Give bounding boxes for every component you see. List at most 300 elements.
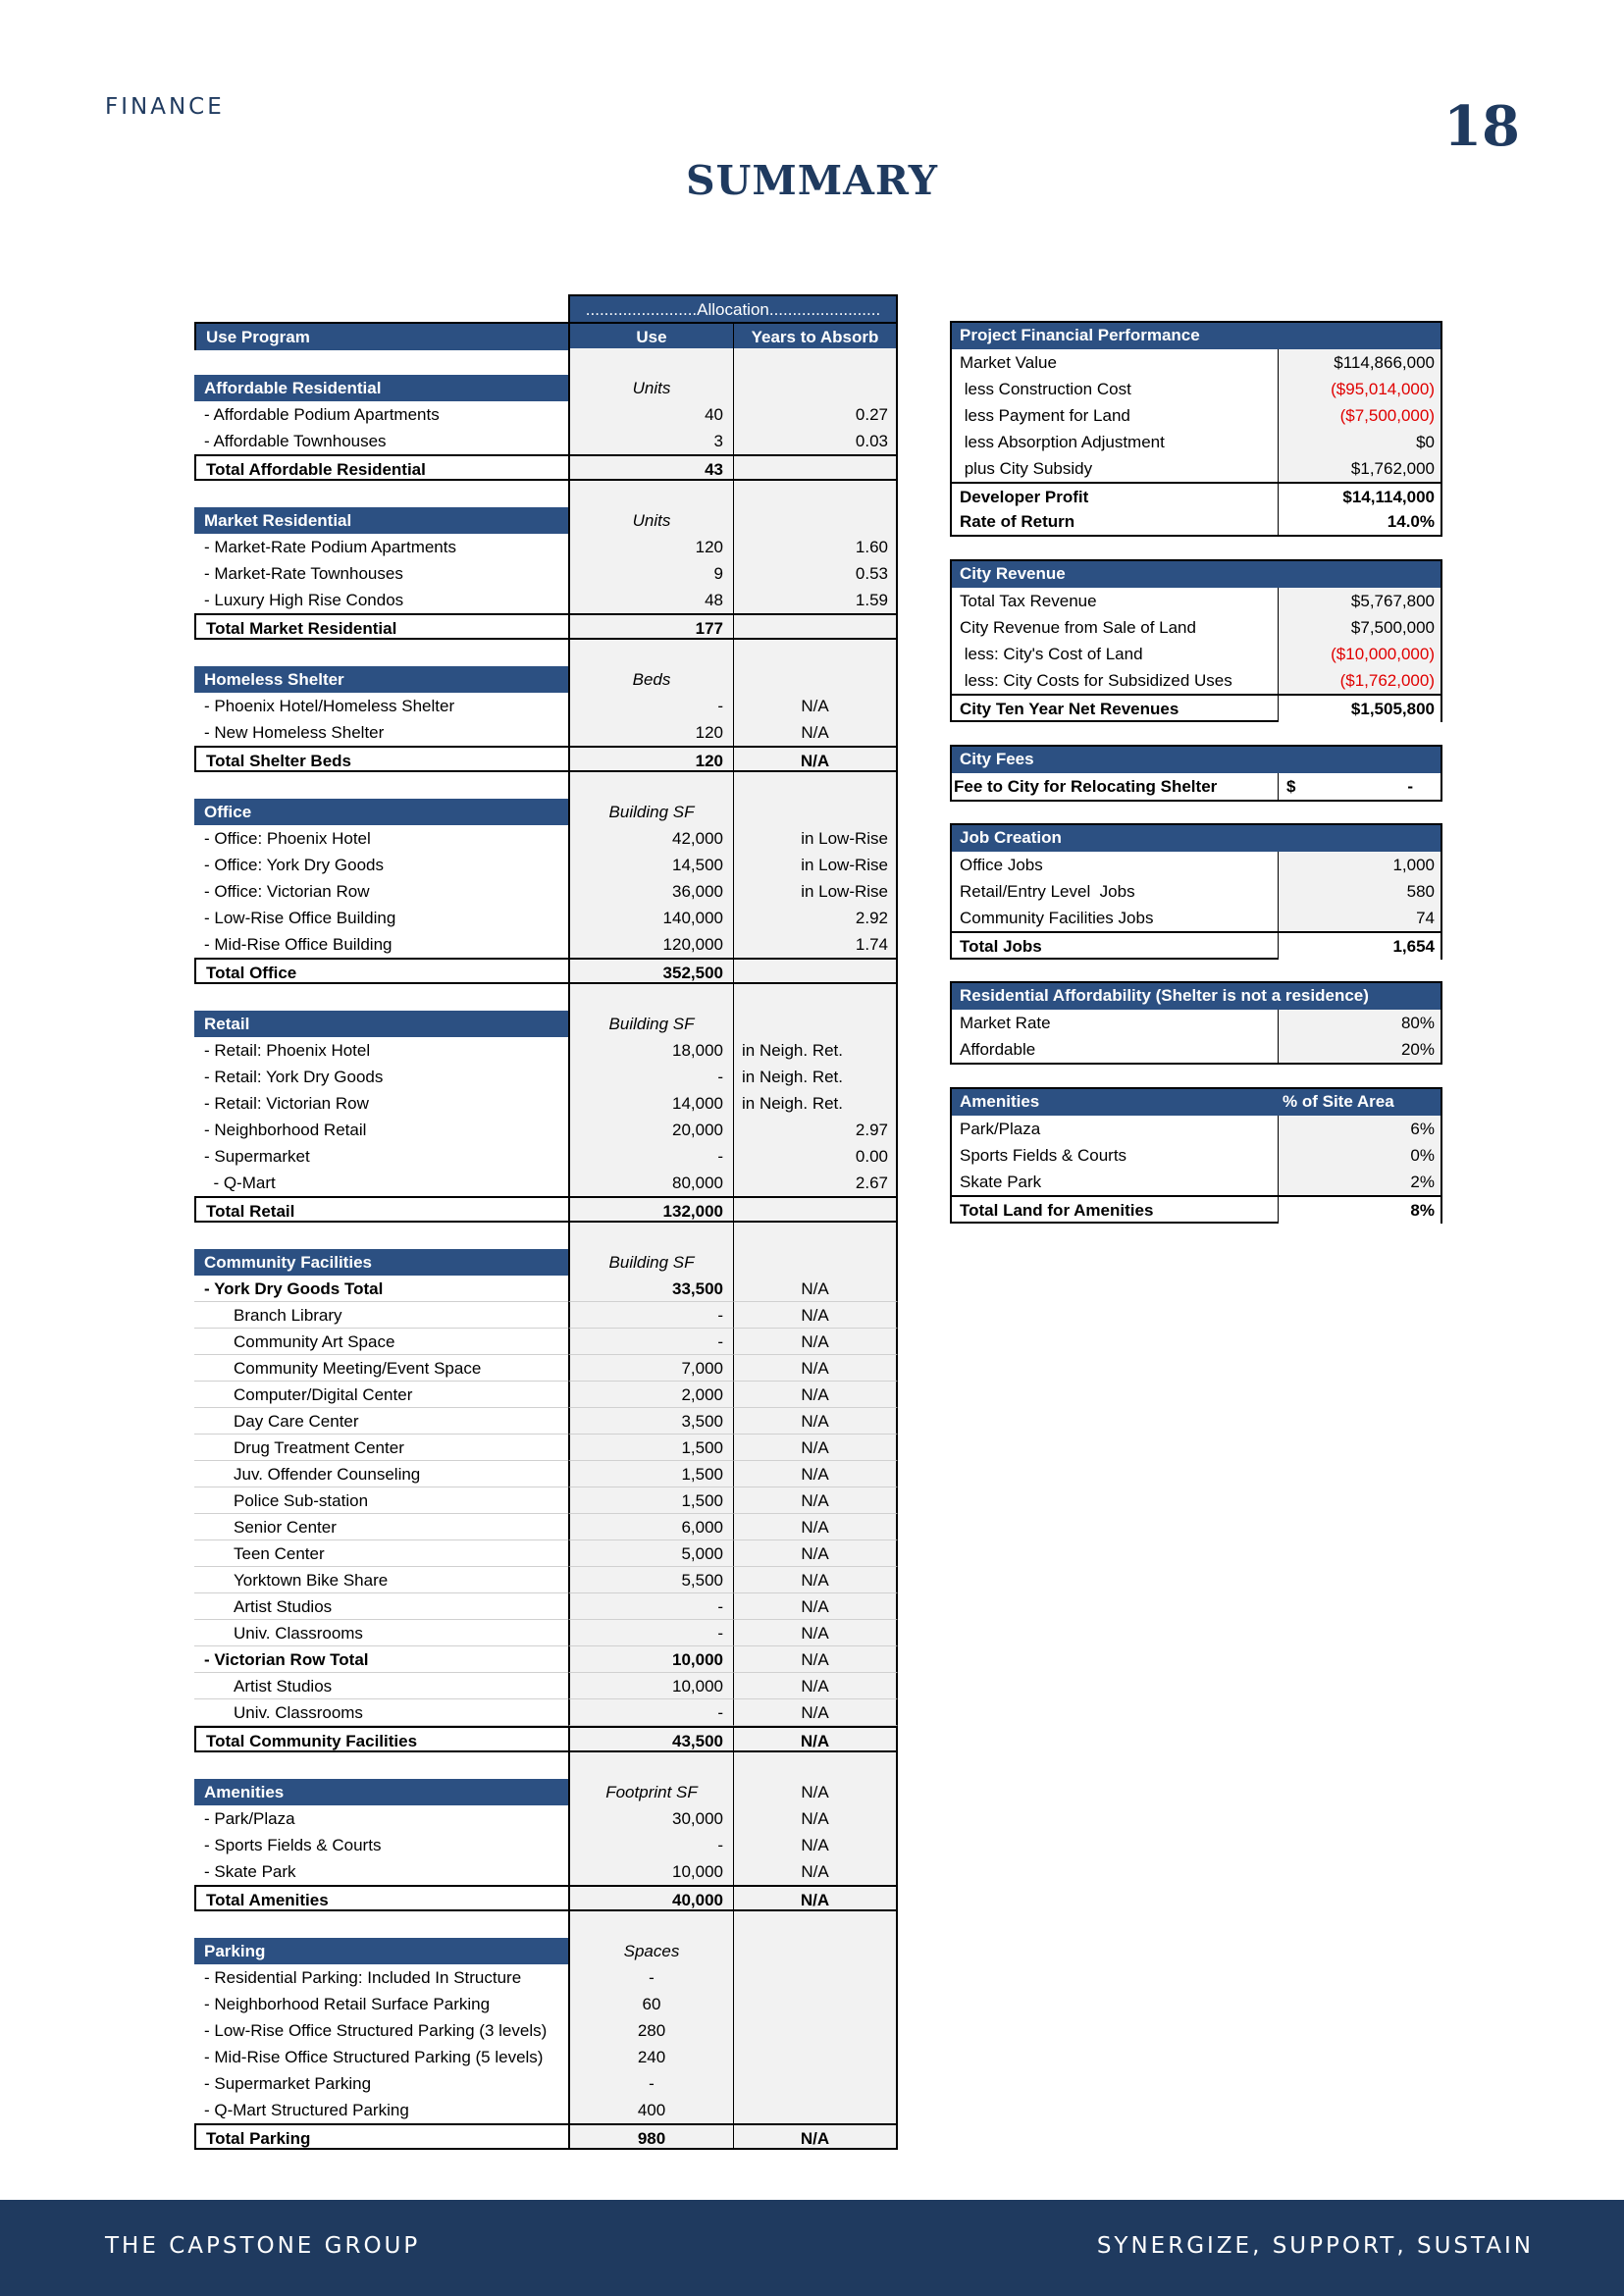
panel-row-value: 14.0% (1278, 508, 1441, 535)
use-value: 1,500 (568, 1461, 733, 1487)
years-value: 0.53 (733, 560, 898, 587)
table-row (194, 1858, 898, 1885)
summary-panel (950, 321, 1442, 537)
panel-title (952, 747, 1441, 773)
group-label: Office (194, 799, 568, 825)
use-value: - (568, 1620, 733, 1646)
spacer-row (194, 348, 898, 375)
panel-total-row (952, 694, 1441, 720)
spacer-cell (194, 1911, 568, 1938)
table-row (194, 1964, 898, 1991)
row-label: Total Market Residential (194, 613, 568, 640)
years-value: 1.60 (733, 534, 898, 560)
panel-row-value: 0% (1278, 1142, 1441, 1169)
panel-row-value: 20% (1278, 1036, 1441, 1063)
table-row (194, 587, 898, 613)
panel-row (952, 1116, 1441, 1142)
row-label: - Supermarket Parking (204, 2074, 372, 2093)
table-row (194, 1487, 898, 1514)
use-value: 240 (568, 2044, 733, 2070)
total-row (194, 454, 898, 481)
spacer-cell (568, 984, 733, 1011)
panel-row-label: City Ten Year Net Revenues (960, 700, 1179, 718)
group-years (733, 1938, 898, 1964)
group-unit: Units (568, 507, 733, 534)
group-label: Parking (194, 1938, 568, 1964)
row-label: - New Homeless Shelter (204, 723, 385, 742)
row-label: - Market-Rate Townhouses (204, 564, 403, 583)
years-value: N/A (733, 1593, 898, 1620)
group-label: Homeless Shelter (194, 666, 568, 693)
table-row (194, 560, 898, 587)
years-value: N/A (733, 1620, 898, 1646)
table-row (194, 2070, 898, 2097)
row-label: Total Shelter Beds (194, 746, 568, 772)
panel-row-value: $7,500,000 (1278, 614, 1441, 641)
row-label: Police Sub-station (194, 1487, 568, 1514)
panel-title-text: Job Creation (960, 828, 1062, 847)
panel-row-value: ($10,000,000) (1278, 641, 1441, 667)
spacer-cell (733, 1752, 898, 1779)
row-label: - Skate Park (204, 1862, 296, 1881)
panel-row-label: less: City Costs for Subsidized Uses (960, 671, 1232, 690)
years-value (733, 2044, 898, 2070)
row-label: - Phoenix Hotel/Homeless Shelter (204, 697, 455, 715)
use-value: 80,000 (568, 1170, 733, 1196)
use-value: 6,000 (568, 1514, 733, 1540)
row-label: Total Retail (194, 1196, 568, 1223)
use-value: 120,000 (568, 931, 733, 958)
panel-title (952, 561, 1441, 588)
row-label: - Q-Mart Structured Parking (204, 2101, 409, 2119)
group-years (733, 507, 898, 534)
years-value: N/A (733, 1461, 898, 1487)
table-row (194, 1673, 898, 1699)
years-value: 0.03 (733, 428, 898, 454)
use-value: 20,000 (568, 1117, 733, 1143)
panel-row (952, 641, 1441, 667)
row-label: Community Art Space (194, 1329, 568, 1355)
page-title: SUMMARY (685, 157, 939, 204)
spacer-cell (568, 640, 733, 666)
panel-title-text: City Fees (960, 750, 1034, 768)
spacer-cell (733, 640, 898, 666)
use-value: - (568, 1064, 733, 1090)
years-value: in Low-Rise (733, 852, 898, 878)
panel-row (952, 588, 1441, 614)
table-row (194, 1461, 898, 1487)
years-value: N/A (733, 1673, 898, 1699)
table-row (194, 1540, 898, 1567)
table-row (194, 905, 898, 931)
subtotal-row (194, 1646, 898, 1673)
table-row (194, 1514, 898, 1540)
panel-row (952, 455, 1441, 482)
group-header-row (194, 1011, 898, 1037)
panel-row (952, 667, 1441, 694)
years-value (733, 1196, 898, 1223)
panel-row (952, 614, 1441, 641)
panel-row (952, 852, 1441, 878)
group-years (733, 375, 898, 401)
panel-row-value: 1,654 (1278, 933, 1441, 960)
years-value: 0.00 (733, 1143, 898, 1170)
total-row (194, 2123, 898, 2150)
use-value: 7,000 (568, 1355, 733, 1382)
panel-row-value: $1,762,000 (1278, 455, 1441, 482)
table-row (194, 2017, 898, 2044)
panel-row-label: Office Jobs (960, 856, 1043, 874)
panel-row-value: ($95,014,000) (1278, 376, 1441, 402)
row-label: - Retail: Phoenix Hotel (204, 1041, 371, 1060)
group-label: Amenities (194, 1779, 568, 1805)
years-value: N/A (733, 1302, 898, 1329)
table-row (194, 1805, 898, 1832)
row-label: Total Parking (194, 2123, 568, 2150)
spacer-cell (568, 348, 733, 375)
years-value: N/A (733, 1408, 898, 1435)
years-value: 2.67 (733, 1170, 898, 1196)
years-value: N/A (733, 693, 898, 719)
table-row (194, 1382, 898, 1408)
group-header-row (194, 799, 898, 825)
table-row (194, 1435, 898, 1461)
group-unit: Footprint SF (568, 1779, 733, 1805)
years-value: N/A (733, 1514, 898, 1540)
years-value (733, 1964, 898, 1991)
use-value: 177 (568, 613, 733, 640)
years-value: N/A (733, 2123, 898, 2150)
years-value: 1.59 (733, 587, 898, 613)
total-row (194, 958, 898, 984)
spacer-row (194, 772, 898, 799)
group-unit: Building SF (568, 1011, 733, 1037)
spacer-cell (568, 1223, 733, 1249)
table-row (194, 428, 898, 454)
group-label: Community Facilities (194, 1249, 568, 1276)
years-value (733, 454, 898, 481)
page-number: 18 (1443, 94, 1520, 159)
panel-row-label: Retail/Entry Level Jobs (960, 882, 1135, 901)
use-value: - (568, 1302, 733, 1329)
spacer-row (194, 984, 898, 1011)
group-years (733, 1011, 898, 1037)
table-row (194, 878, 898, 905)
row-label: - York Dry Goods Total (194, 1276, 568, 1302)
years-value: N/A (733, 1832, 898, 1858)
table-row (194, 2097, 898, 2123)
panel-row (952, 376, 1441, 402)
row-label: Community Meeting/Event Space (194, 1355, 568, 1382)
spacer-row (194, 1223, 898, 1249)
panel-total-row (952, 482, 1441, 508)
use-value: 132,000 (568, 1196, 733, 1223)
panel-total-row (952, 1195, 1441, 1222)
panel-row-label: less Payment for Land (960, 406, 1130, 425)
panel-row-label: Market Value (960, 353, 1057, 372)
spacer-cell (194, 348, 568, 375)
panel-row-label: Park/Plaza (960, 1120, 1041, 1138)
use-value: 5,000 (568, 1540, 733, 1567)
panel-row (952, 1169, 1441, 1195)
use-value: 352,500 (568, 958, 733, 984)
footer-company: THE CAPSTONE GROUP (105, 2233, 421, 2259)
group-unit: Units (568, 375, 733, 401)
panel-row-value: $114,866,000 (1278, 349, 1441, 376)
group-unit: Beds (568, 666, 733, 693)
row-label: - Neighborhood Retail Surface Parking (204, 1995, 491, 2013)
group-label: Affordable Residential (194, 375, 568, 401)
spacer-cell (733, 481, 898, 507)
use-value: 48 (568, 587, 733, 613)
row-label: - Mid-Rise Office Structured Parking (5 levels) (204, 2048, 544, 2066)
spacer-cell (733, 1911, 898, 1938)
group-header-row (194, 1249, 898, 1276)
use-value: 40 (568, 401, 733, 428)
panel-row-value: 80% (1278, 1010, 1441, 1036)
use-value: - (568, 693, 733, 719)
panel-title-text: City Revenue (960, 564, 1066, 583)
table-row (194, 693, 898, 719)
currency-prefix: $ (1286, 777, 1296, 796)
years-value: N/A (733, 1858, 898, 1885)
years-value: 1.74 (733, 931, 898, 958)
use-value: 9 (568, 560, 733, 587)
years-value: 2.97 (733, 1117, 898, 1143)
spacer-row (194, 1752, 898, 1779)
use-value: 980 (568, 2123, 733, 2150)
use-value: 1,500 (568, 1435, 733, 1461)
panel-title-text: Amenities (960, 1092, 1040, 1111)
panel-row (952, 878, 1441, 905)
total-row (194, 613, 898, 640)
row-label: - Supermarket (204, 1147, 310, 1166)
use-value: 120 (568, 746, 733, 772)
panel-row (952, 508, 1441, 535)
row-label: - Affordable Podium Apartments (204, 405, 440, 424)
years-value (733, 613, 898, 640)
use-value: 2,000 (568, 1382, 733, 1408)
group-header-row (194, 375, 898, 401)
use-value: 18,000 (568, 1037, 733, 1064)
years-value: 2.92 (733, 905, 898, 931)
panel-row-value: $0 (1278, 429, 1441, 455)
row-label: - Office: Victorian Row (204, 882, 370, 901)
panel-row-label: Rate of Return (960, 512, 1075, 531)
table-row (194, 1143, 898, 1170)
table-header-row (194, 322, 898, 348)
table-row (194, 401, 898, 428)
use-value: 14,500 (568, 852, 733, 878)
section-label: FINANCE (105, 94, 225, 120)
spacer-cell (568, 481, 733, 507)
footer (0, 2200, 1624, 2296)
spacer-cell (733, 772, 898, 799)
table-row (194, 1593, 898, 1620)
spacer-cell (194, 640, 568, 666)
row-label: Total Affordable Residential (194, 454, 568, 481)
row-label: - Office: York Dry Goods (204, 856, 384, 874)
use-value: 36,000 (568, 878, 733, 905)
panel-row-label: less Absorption Adjustment (960, 433, 1165, 451)
panel-column-header: % of Site Area (1283, 1092, 1394, 1111)
spacer-cell (733, 1223, 898, 1249)
use-value: 43,500 (568, 1726, 733, 1752)
panel-row-label: Affordable (960, 1040, 1036, 1059)
panel-row-label: Skate Park (960, 1173, 1042, 1191)
panel-row (952, 1036, 1441, 1063)
panel-row-label: Fee to City for Relocating Shelter (954, 777, 1218, 796)
row-label: - Victorian Row Total (194, 1646, 568, 1673)
panel-row-value: 74 (1278, 905, 1441, 931)
spacer-cell (194, 1223, 568, 1249)
summary-panel (950, 1087, 1442, 1224)
years-value: N/A (733, 1355, 898, 1382)
panel-row-label: Total Land for Amenities (960, 1201, 1154, 1220)
years-value: N/A (733, 1646, 898, 1673)
years-value (733, 2070, 898, 2097)
panel-row-value: $5,767,800 (1278, 588, 1441, 614)
panel-row (952, 349, 1441, 376)
use-value: 14,000 (568, 1090, 733, 1117)
use-value: 30,000 (568, 1805, 733, 1832)
spacer-cell (194, 984, 568, 1011)
row-label: - Residential Parking: Included In Structure (204, 1968, 522, 1987)
years-value: N/A (733, 1329, 898, 1355)
row-label: - Q-Mart (204, 1174, 276, 1192)
total-row (194, 746, 898, 772)
subtotal-row (194, 1276, 898, 1302)
table-row (194, 1355, 898, 1382)
panel-row-label: Market Rate (960, 1014, 1051, 1032)
group-unit: Spaces (568, 1938, 733, 1964)
panel-title-text: Project Financial Performance (960, 326, 1200, 344)
use-value: - (568, 1964, 733, 1991)
table-row (194, 1064, 898, 1090)
panel-row (952, 1010, 1441, 1036)
table-row (194, 1567, 898, 1593)
table-row (194, 1699, 898, 1726)
row-label: - Office: Phoenix Hotel (204, 829, 371, 848)
years-value (733, 1991, 898, 2017)
years-value: 0.27 (733, 401, 898, 428)
row-label: Total Amenities (194, 1885, 568, 1911)
panel-row-value: ($7,500,000) (1278, 402, 1441, 429)
table-row (194, 534, 898, 560)
row-label: - Luxury High Rise Condos (204, 591, 404, 609)
row-label: - Park/Plaza (204, 1809, 295, 1828)
summary-panel (950, 823, 1442, 960)
use-value: 43 (568, 454, 733, 481)
column-header-use: Use (568, 324, 733, 350)
table-row (194, 1302, 898, 1329)
group-years: N/A (733, 1779, 898, 1805)
panel-title-text: Residential Affordability (Shelter is not a residence) (960, 986, 1369, 1005)
row-label: Total Office (194, 958, 568, 984)
spacer-cell (194, 772, 568, 799)
panel-row (952, 905, 1441, 931)
panel-row-label: Sports Fields & Courts (960, 1146, 1127, 1165)
summary-panel (950, 981, 1442, 1065)
use-value: 140,000 (568, 905, 733, 931)
use-value: - (568, 1832, 733, 1858)
panel-row-value: 8% (1278, 1197, 1441, 1224)
group-years (733, 666, 898, 693)
table-row (194, 1408, 898, 1435)
use-value: - (568, 1699, 733, 1726)
use-value: 3,500 (568, 1408, 733, 1435)
row-label: - Market-Rate Podium Apartments (204, 538, 456, 556)
row-label: Day Care Center (194, 1408, 568, 1435)
panel-row-label: Total Jobs (960, 937, 1042, 956)
spacer-cell (568, 772, 733, 799)
table-row (194, 1090, 898, 1117)
row-label: Artist Studios (194, 1673, 568, 1699)
table-row (194, 1991, 898, 2017)
table-row (194, 852, 898, 878)
table-row (194, 1329, 898, 1355)
panel-row-value: ($1,762,000) (1278, 667, 1441, 694)
use-value: 42,000 (568, 825, 733, 852)
years-value: N/A (733, 719, 898, 746)
panel-title (952, 983, 1441, 1010)
use-value: 400 (568, 2097, 733, 2123)
use-value: 1,500 (568, 1487, 733, 1514)
row-label: - Neighborhood Retail (204, 1121, 367, 1139)
years-value: N/A (733, 1382, 898, 1408)
years-value (733, 2017, 898, 2044)
years-value: N/A (733, 1699, 898, 1726)
panel-title (952, 1089, 1441, 1116)
row-label: - Retail: York Dry Goods (204, 1068, 384, 1086)
fee-value: - (1407, 777, 1413, 796)
years-value: in Neigh. Ret. (733, 1090, 898, 1117)
use-value: 120 (568, 534, 733, 560)
spacer-cell (194, 1752, 568, 1779)
row-label: Drug Treatment Center (194, 1435, 568, 1461)
column-header-use-program: Use Program (194, 324, 568, 350)
table-row (194, 1037, 898, 1064)
row-label: - Low-Rise Office Building (204, 909, 396, 927)
panel-row-value: $14,114,000 (1278, 484, 1441, 510)
group-label: Market Residential (194, 507, 568, 534)
use-value: - (568, 1329, 733, 1355)
use-value: - (568, 2070, 733, 2097)
panel-title (952, 825, 1441, 852)
panel-row-value: $1,505,800 (1278, 696, 1441, 722)
use-value: 40,000 (568, 1885, 733, 1911)
panel-row-label: Community Facilities Jobs (960, 909, 1154, 927)
table-row (194, 825, 898, 852)
panel-row-value: 1,000 (1278, 852, 1441, 878)
years-value: N/A (733, 1540, 898, 1567)
years-value (733, 2097, 898, 2123)
table-row (194, 1170, 898, 1196)
use-value: 10,000 (568, 1858, 733, 1885)
spacer-cell (568, 1911, 733, 1938)
table-row (194, 931, 898, 958)
panel-title (952, 323, 1441, 349)
years-value: in Neigh. Ret. (733, 1064, 898, 1090)
panel-row-label: less Construction Cost (960, 380, 1131, 398)
row-label: - Low-Rise Office Structured Parking (3 levels) (204, 2021, 548, 2040)
row-label: Senior Center (194, 1514, 568, 1540)
use-value: 10,000 (568, 1673, 733, 1699)
total-row (194, 1726, 898, 1752)
row-label: Univ. Classrooms (194, 1620, 568, 1646)
row-label: - Sports Fields & Courts (204, 1836, 382, 1854)
summary-panel (950, 745, 1442, 802)
